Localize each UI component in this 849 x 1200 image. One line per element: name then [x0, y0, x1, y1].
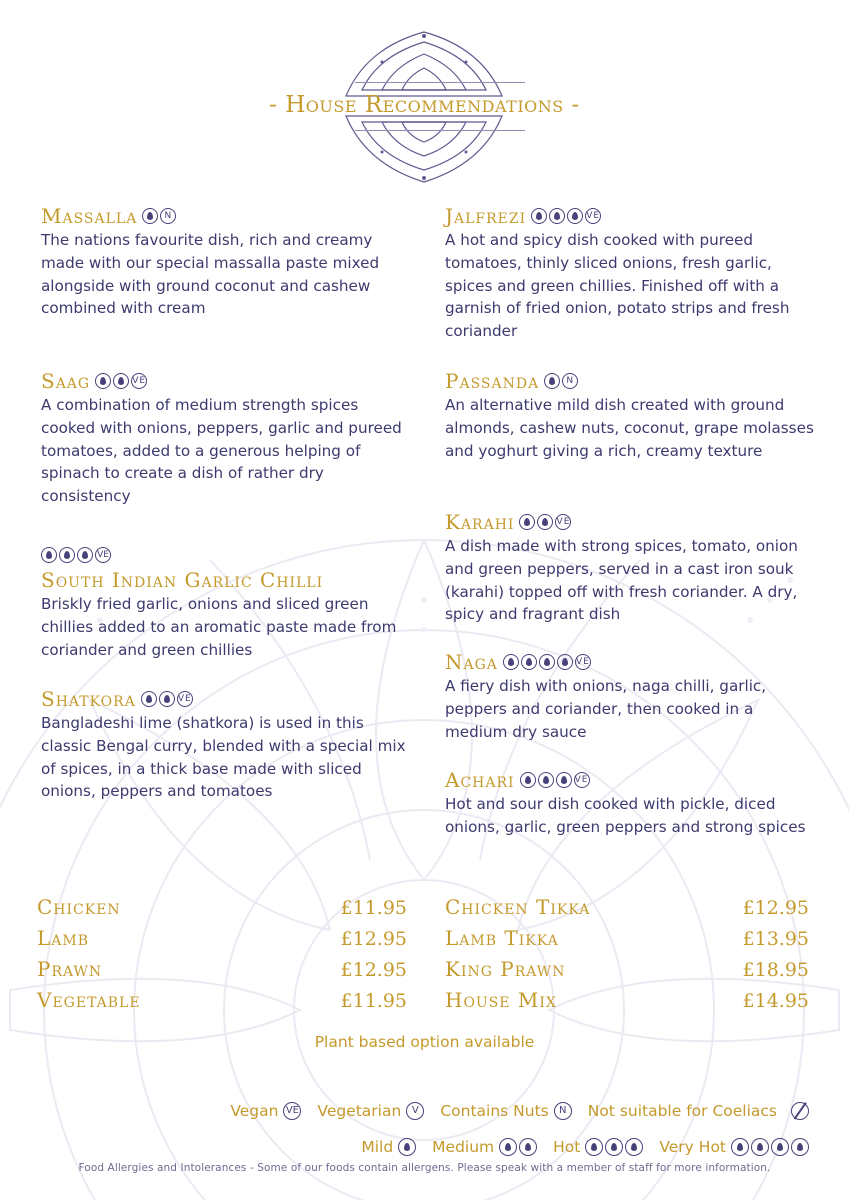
spice-legend	[345, 1138, 809, 1156]
price-row	[37, 957, 407, 988]
flame-icon	[544, 373, 560, 389]
dish-description: A fiery dish with onions, naga chilli, garlic, peppers and coriander, then cooked in a medium dry sauce	[445, 677, 767, 741]
price-item-name: Prawn	[37, 957, 103, 981]
dish-jalfrezi	[445, 203, 815, 343]
price-value: £12.95	[340, 959, 407, 981]
legend-vegan: Vegan VE	[230, 1102, 301, 1120]
dish-description: A hot and spicy dish cooked with pureed tomatoes, thinly sliced onions, fresh garlic, spices and green chillies. Finished off with a garnish of fried onion, potato strips and fresh coriander	[445, 231, 790, 341]
flame-icon	[625, 1138, 643, 1156]
dish-description: The nations favourite dish, rich and creamy made with our special massalla paste mixed alongside with ground coconut and cashew combined with cream	[41, 231, 380, 318]
flame-icon	[113, 373, 129, 389]
flame-icon	[557, 654, 573, 670]
dish-description: Hot and sour dish cooked with pickle, diced onions, garlic, green peppers and strong spices	[445, 795, 806, 836]
flame-icon	[531, 208, 547, 224]
flame-icon	[731, 1138, 809, 1156]
dish-icons	[531, 208, 601, 224]
flame-icon	[41, 547, 57, 563]
flame-icon	[585, 1138, 643, 1156]
legend-mild: Mild	[361, 1138, 416, 1156]
price-row	[37, 988, 407, 1019]
flame-icon	[95, 373, 111, 389]
legend-coeliac: Not suitable for Coeliacs	[588, 1102, 809, 1120]
flame-icon	[159, 691, 175, 707]
price-value: £18.95	[742, 959, 809, 981]
dish-name: Massalla	[41, 204, 138, 228]
price-item-name: Lamb Tikka	[445, 926, 559, 950]
price-value: £12.95	[340, 928, 407, 950]
legend-medium: Medium	[432, 1138, 537, 1156]
price-value: £11.95	[340, 897, 407, 919]
dish-passanda	[445, 368, 815, 462]
vegan-icon: VE	[555, 514, 571, 530]
flame-icon	[398, 1138, 416, 1156]
dish-shatkora	[41, 686, 411, 803]
dish-icons	[41, 547, 111, 563]
flame-icon	[499, 1138, 537, 1156]
vegan-icon: VE	[177, 691, 193, 707]
dish-name: Achari	[445, 768, 515, 792]
flame-icon	[556, 772, 572, 788]
vegetarian-icon: V	[406, 1102, 424, 1120]
price-row	[445, 957, 809, 988]
dish-name: Shatkora	[41, 687, 136, 711]
dish-south-indian-garlic-chilli	[41, 543, 411, 661]
flame-icon	[537, 514, 553, 530]
nuts-icon: N	[554, 1102, 572, 1120]
dish-description: Briskly fried garlic, onions and sliced green chillies added to an aromatic paste made from coriander and green chillies	[41, 595, 397, 659]
price-list-right	[445, 895, 809, 1019]
flame-icon	[499, 1138, 517, 1156]
dish-name: Passanda	[445, 369, 540, 393]
dish-icons	[95, 373, 147, 389]
price-row	[37, 895, 407, 926]
flame-icon	[503, 654, 519, 670]
flame-icon	[59, 547, 75, 563]
dish-massalla	[41, 203, 411, 320]
price-item-name: Chicken Tikka	[445, 895, 591, 919]
price-row	[445, 895, 809, 926]
vegan-icon: VE	[131, 373, 147, 389]
dish-karahi	[445, 509, 815, 626]
vegan-icon: VE	[95, 547, 111, 563]
dish-icons	[142, 208, 176, 224]
price-list-left	[37, 895, 407, 1019]
legend-hot: Hot	[553, 1138, 643, 1156]
vegan-icon: VE	[575, 654, 591, 670]
price-row	[37, 926, 407, 957]
header-rule-top	[355, 82, 525, 83]
dish-icons	[503, 654, 591, 670]
dish-icons	[519, 514, 571, 530]
price-item-name: Chicken	[37, 895, 121, 919]
flame-icon	[141, 691, 157, 707]
flame-icon	[398, 1138, 416, 1156]
header-rule-bottom	[355, 130, 525, 131]
flame-icon	[538, 772, 554, 788]
flame-icon	[519, 1138, 537, 1156]
dish-icons	[520, 772, 590, 788]
dish-icons	[141, 691, 193, 707]
flame-icon	[539, 654, 555, 670]
dish-name: Saag	[41, 369, 91, 393]
dish-name: Karahi	[445, 510, 515, 534]
dish-name: Naga	[445, 650, 498, 674]
flame-icon	[521, 654, 537, 670]
dish-name: South Indian Garlic Chilli	[41, 568, 324, 592]
dish-name: Jalfrezi	[445, 204, 527, 228]
plant-based-note: Plant based option available	[314, 1033, 535, 1051]
not-gluten-free-icon	[791, 1102, 809, 1120]
nuts-icon: N	[160, 208, 176, 224]
price-item-name: Lamb	[37, 926, 90, 950]
vegan-icon: VE	[585, 208, 601, 224]
flame-icon	[142, 208, 158, 224]
dish-saag	[41, 368, 411, 508]
dish-description: A combination of medium strength spices cooked with onions, peppers, garlic and pureed tomatoes, added to a generous helping of spinach to create a dish of rather dry consistency	[41, 396, 402, 506]
flame-icon	[585, 1138, 603, 1156]
flame-icon	[567, 208, 583, 224]
vegan-icon: VE	[574, 772, 590, 788]
page-title: - House Recommendations -	[269, 92, 580, 118]
price-value: £11.95	[340, 990, 407, 1012]
dish-description: A dish made with strong spices, tomato, onion and green peppers, served in a cast iron souk (karahi) topped off with fresh coriander. A dry, spicy and fragrant dish	[445, 537, 798, 624]
legend-nuts: Contains Nuts N	[440, 1102, 571, 1120]
legend-very-hot: Very Hot	[659, 1138, 809, 1156]
flame-icon	[519, 514, 535, 530]
flame-icon	[791, 1138, 809, 1156]
flame-icon	[77, 547, 93, 563]
flame-icon	[731, 1138, 749, 1156]
nuts-icon: N	[562, 373, 578, 389]
flame-icon	[605, 1138, 623, 1156]
dish-icons	[544, 373, 578, 389]
flame-icon	[771, 1138, 789, 1156]
price-value: £13.95	[742, 928, 809, 950]
price-item-name: House Mix	[445, 988, 557, 1012]
flame-icon	[549, 208, 565, 224]
price-value: £14.95	[742, 990, 809, 1012]
dish-achari	[445, 767, 815, 839]
vegan-icon: VE	[283, 1102, 301, 1120]
dish-description: An alternative mild dish created with ground almonds, cashew nuts, coconut, grape molasses and yoghurt giving a rich, creamy texture	[445, 396, 814, 460]
dietary-legend	[214, 1102, 809, 1120]
allergy-notice: Food Allergies and Intolerances - Some of our foods contain allergens. Please speak with a member of staff for more information.	[78, 1162, 771, 1174]
legend-vegetarian: Vegetarian V	[317, 1102, 424, 1120]
price-value: £12.95	[742, 897, 809, 919]
flame-icon	[751, 1138, 769, 1156]
price-row	[445, 926, 809, 957]
dish-naga	[445, 649, 815, 743]
dish-description: Bangladeshi lime (shatkora) is used in this classic Bengal curry, blended with a special mix of spices, in a thick base made with sliced onions, peppers and tomatoes	[41, 714, 406, 801]
price-row	[445, 988, 809, 1019]
price-item-name: King Prawn	[445, 957, 566, 981]
price-item-name: Vegetable	[37, 988, 141, 1012]
flame-icon	[520, 772, 536, 788]
